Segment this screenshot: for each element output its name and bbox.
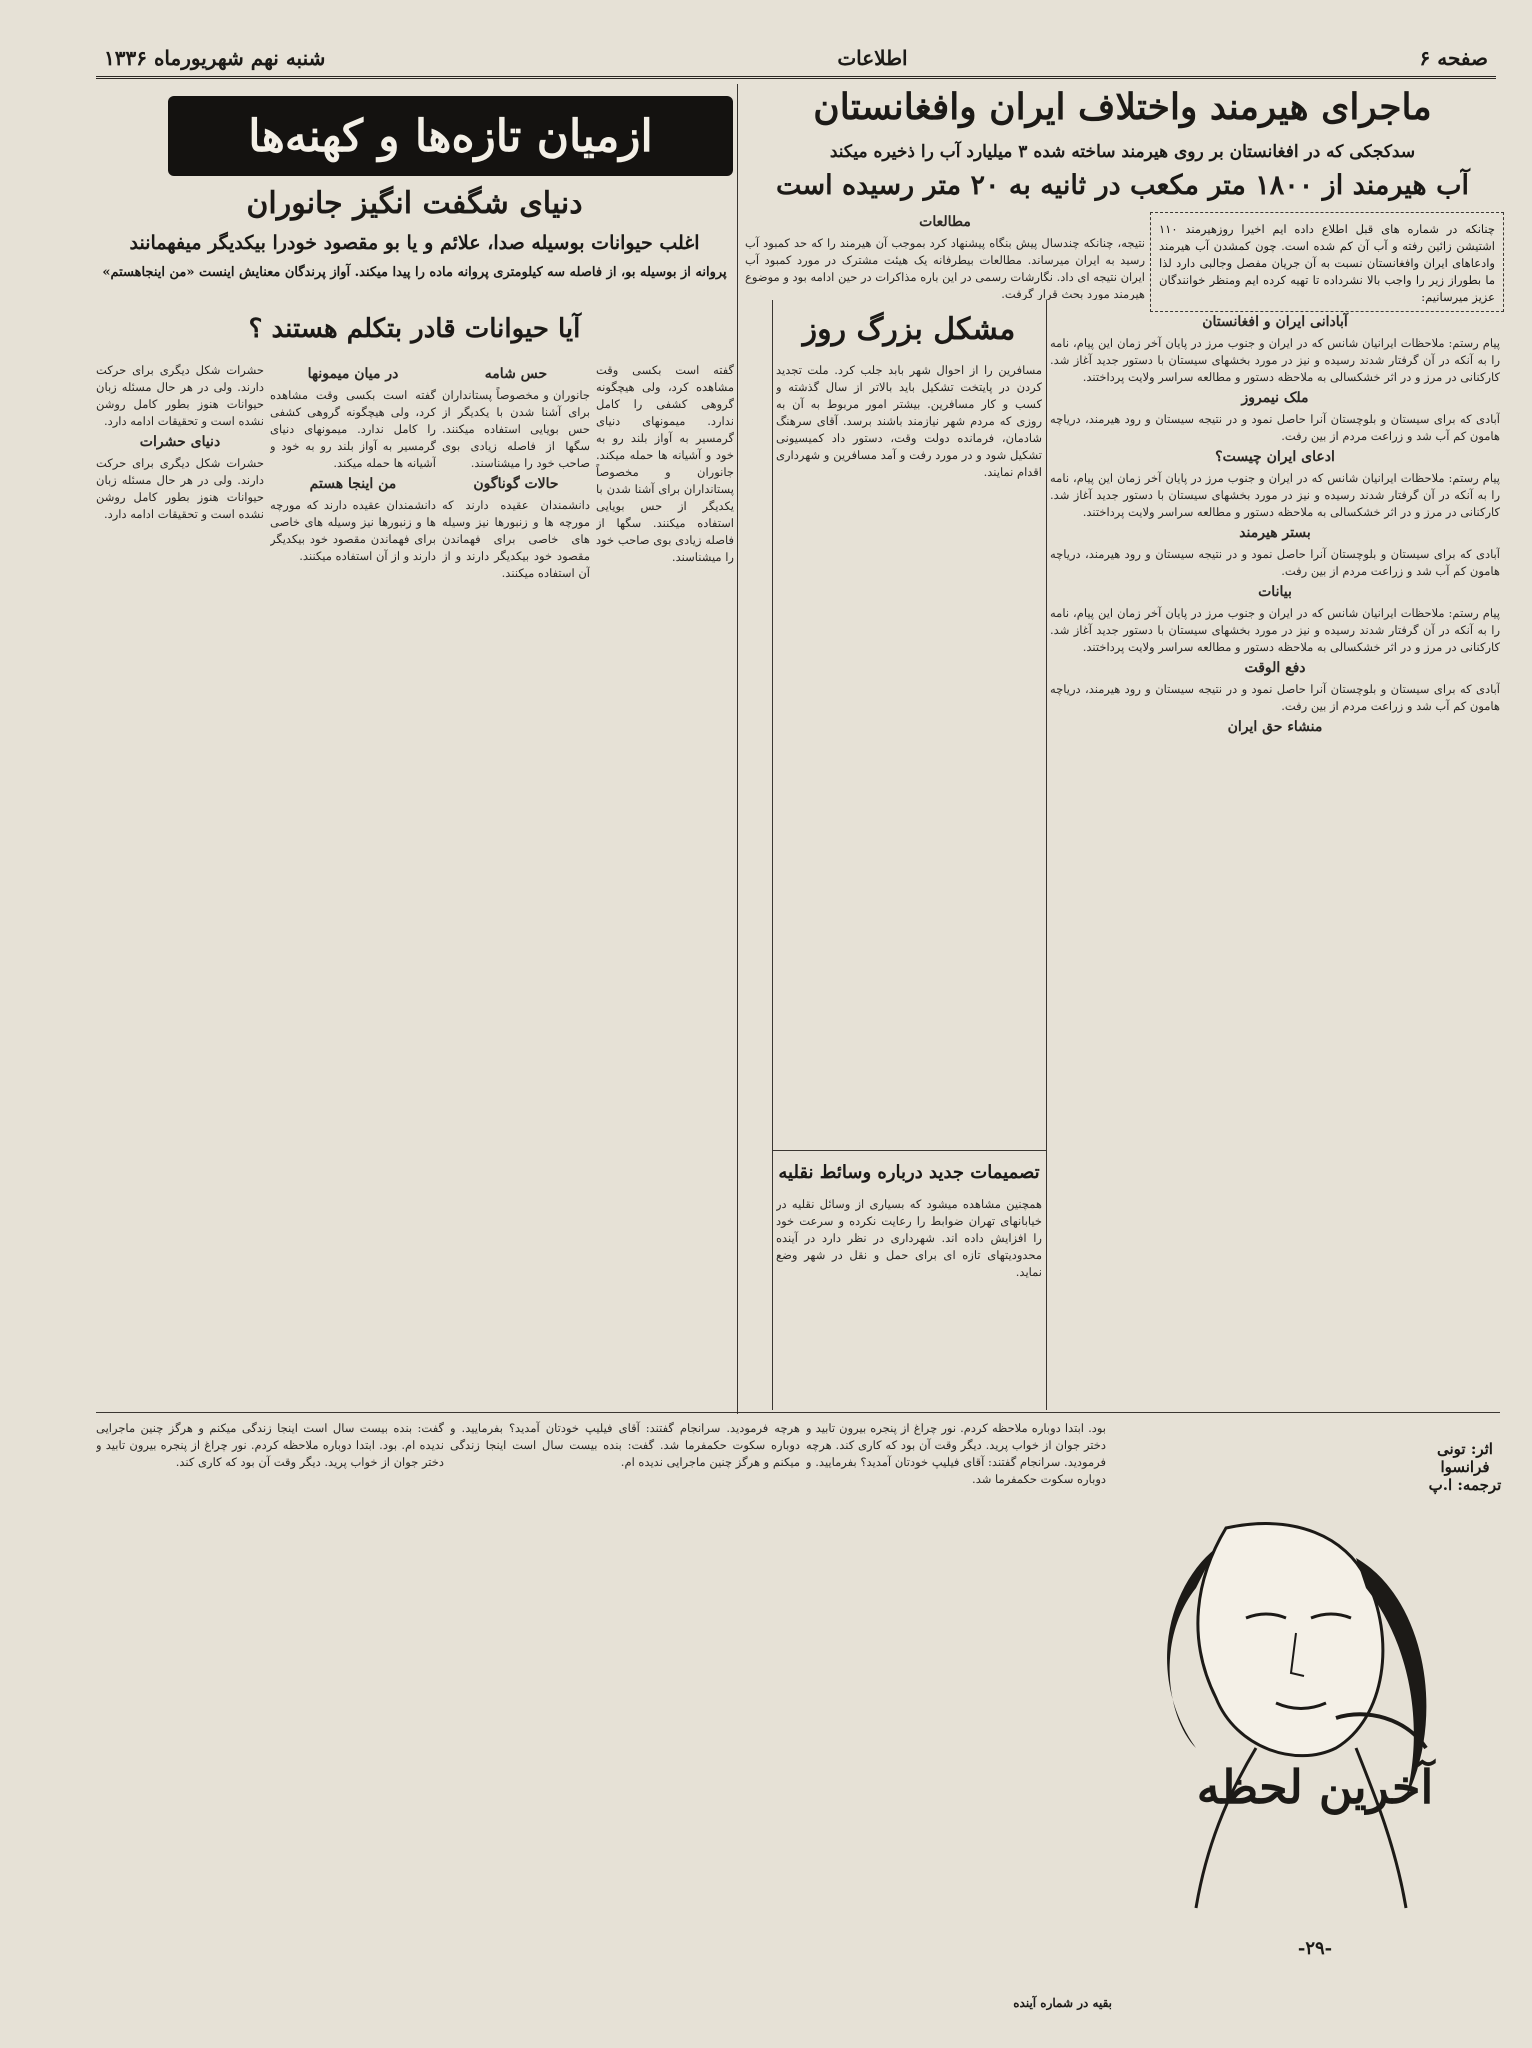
problem-headline: مشکل بزرگ روز xyxy=(802,312,1016,347)
section-head: ملک نیمروز xyxy=(1241,390,1309,406)
problem-story-column xyxy=(776,362,1042,1142)
column-text: گفت: بنده بیست سال است اینجا زندگی میکنم و هرگز چنین ماجرایی ندیده ام. xyxy=(96,1421,444,1452)
main-headline: ماجرای هیرمند واختلاف ایران وافغانستان xyxy=(813,86,1432,128)
animals-column-3 xyxy=(270,362,436,1407)
column-text: بود. ابتدا دوباره ملاحظه کردم. نور چراغ از پنجره بیرون تابید و دختر جوان از خواب پرید. دیگر وقت آن بود که کاری کند. xyxy=(96,1438,444,1469)
serial-column-2 xyxy=(450,1420,800,1990)
problem-story-column-2 xyxy=(745,362,769,1142)
section-head: در میان میمونها xyxy=(307,366,399,382)
column-text: پیام رستم: ملاحظات ایرانیان شانس که در ایران و جنوب مرز در پایان آخر زمان این پیام، نامه را به آنکه در آن گرفتار شدند رسیده و نیز در مورد بخشهای سیستان با دستور جدید آغاز شد. کارکنانی در مرز و در اثر خشکسالی به ملاحظه دستور و مطالعه سراسر ولایت پرداختند. xyxy=(1050,606,1500,654)
column-text: پیام رستم: ملاحظات ایرانیان شانس که در ایران و جنوب مرز در پایان آخر زمان این پیام، نامه را به آنکه در آن گرفتار شدند رسیده و نیز در مورد بخشهای سیستان با دستور جدید آغاز شد. کارکنانی در مرز و در اثر خشکسالی به ملاحظه دستور و مطالعه سراسر ولایت پرداختند. xyxy=(1050,471,1500,519)
serial-column-3 xyxy=(96,1420,444,1990)
section-head: بیانات xyxy=(1258,584,1292,600)
main-subhead-1: سدکجکی که در افغانستان بر روی هیرمند ساخته شده ۳ میلیارد آب را ذخیره میکند xyxy=(829,142,1416,162)
column-text: آبادی که برای سیستان و بلوچستان آنرا حاصل نمود و در نتیجه سیستان و رود هیرمند، دریاچه هامون کم آب شد و زراعت مردم از بین رفت. xyxy=(1050,412,1500,443)
column-text: دانشمندان عقیده دارند که مورچه ها و زنبورها نیز وسیله های خاصی برای فهماندن مقصود خود بیکدیگر دارند و از آن استفاده میکنند. xyxy=(442,498,590,580)
column-text: بود. ابتدا دوباره ملاحظه کردم. نور چراغ از پنجره بیرون تابید و دختر جوان از خواب پرید. دیگر وقت آن بود که کاری کند. xyxy=(806,1421,1106,1452)
column-text: حشرات شکل دیگری برای حرکت دارند. ولی در هر حال مسئله زبان حیوانات هنوز بطور کامل روشن نشده است و تحقیقات ادامه دارد. xyxy=(96,456,264,521)
column-text: گفته است بکسی وقت مشاهده کرد، ولی هیچگونه گروهی کشفی را کامل ندارد. میمونهای دنیای گرمسیر به آواز بلند رو به خود و آشیانه ها حمله میکند. xyxy=(596,363,734,462)
column-text: هرچه فرمودید. سرانجام گفتند: آقای فیلیپ خودتان آمدید؟ بفرمایید. و دوباره سکوت حکمفرما شد. xyxy=(450,1421,800,1452)
section-head: دنیای حشرات xyxy=(139,434,221,450)
column-text: همچنین مشاهده میشود که بسیاری از وسائل نقلیه در خیابانهای تهران ضوابط را رعایت نکرده و سرعت خود را افزایش داده اند. xyxy=(776,1197,1042,1245)
main-subhead-2: آب هیرمند از ۱۸۰۰ متر مکعب در ثانیه به ۲۰ متر رسیده است xyxy=(776,170,1469,201)
section-head: آبادانی ایران و افغانستان xyxy=(1202,314,1348,330)
animals-column-1 xyxy=(596,362,734,1407)
section-head: من اینجا هستم xyxy=(309,476,397,492)
column-rule xyxy=(772,300,773,1410)
column-text: جانوران و مخصوصاً پستانداران برای آشنا شدن با یکدیگر از حس بویایی استفاده میکنند. سگها از فاصله زیادی بوی صاحب خود را میشناسند. xyxy=(442,388,590,470)
column-text: حشرات شکل دیگری برای حرکت دارند. ولی در هر حال مسئله زبان حیوانات هنوز بطور کامل روشن نشده است و تحقیقات ادامه دارد. xyxy=(96,363,264,428)
section-banner: ازمیان تازه‌ها و کهنه‌ها xyxy=(168,96,733,176)
section-head: بستر هیرمند xyxy=(1239,525,1311,541)
section-head: ادعای ایران چیست؟ xyxy=(1215,449,1335,465)
serial-episode: -۲۹- xyxy=(1297,1938,1333,1959)
main-story-references xyxy=(745,210,1145,300)
boxed-note: چنانکه در شماره های قبل اطلاع داده ایم اخیرا روزهیرمند ۱۱۰ اشتیشن زائین رفته و آب آن کم شده است. چون کمشدن آب هیرمند وادعاهای ایران وافغانستان نسبت به آن جریان مفصل وجالبی دارد لذا ما بطوراز زیر را واجب بالا نشرداده تا تهیه کرده ایم ومنظر خوانندگان عزیز میرسانیم: xyxy=(1150,212,1504,312)
animals-subhead-2: پروانه از بوسیله بو، از فاصله سه کیلومتری پروانه ماده را پیدا میکند. آواز پرندگان معنایش اینست «من اینجاهستم» xyxy=(102,265,727,280)
section-rule xyxy=(96,1412,1500,1413)
column-text: گفت: بنده بیست سال است اینجا زندگی میکنم و هرگز چنین ماجرایی ندیده ام. xyxy=(450,1438,800,1469)
column-text: شهرداری در نظر دارد در آینده محدودیتهای تازه ای برای حمل و نقل در شهر وضع نماید. xyxy=(776,1231,1042,1279)
column-text: هرچه فرمودید. سرانجام گفتند: آقای فیلیپ خودتان آمدید؟ بفرمایید. و دوباره سکوت حکمفرما شد. xyxy=(806,1438,1106,1486)
animals-question: آیا حیوانات قادر بتکلم هستند ؟ xyxy=(248,314,581,344)
serial-title: آخرین لحظه xyxy=(1196,1760,1434,1814)
animals-headline: دنیای شگفت انگیز جانوران xyxy=(246,186,583,221)
animals-column-4 xyxy=(96,362,264,1407)
section-head: حس شامه xyxy=(484,366,548,382)
references-text: نتیجه، چنانکه چندسال پیش بنگاه پیشنهاد کرد بموجب آن هیرمند را که حد کمبود آب رسید به ایران میرساند. مطالعات بیطرفانه یک هیئت مشترک در مورد کمبود آب ایران نتیجه ای داد. نگارشات رسمی در این باره مذاکرات در حین ادامه بود و موضوع هیرمند مورد بحث قرار گرفت. xyxy=(745,236,1145,300)
paper-name: اطلاعات xyxy=(837,46,908,70)
column-text: آقای سرهنگ شادمان، فرمانده دولت وقت، دستور داد کمیسیونی تشکیل شود و در مورد رفت و آمد مسافرین و شهرداری اقدام نمایند. xyxy=(776,414,1042,479)
column-rule xyxy=(737,84,738,1414)
transport-rule xyxy=(772,1150,1046,1151)
main-story-column-1 xyxy=(1050,310,1500,1405)
animals-subhead-1: اغلب حیوانات بوسیله صدا، علائم و یا بو مقصود خودرا بیکدیگر میفهمانند xyxy=(129,232,700,254)
animals-column-2 xyxy=(442,362,590,1407)
column-text: گفته است بکسی وقت مشاهده کرد، ولی هیچگونه گروهی کشفی را کامل ندارد. میمونهای دنیای گرمسیر به آواز بلند رو به خود و آشیانه ها حمله میکند. xyxy=(270,388,436,470)
serial-column-1 xyxy=(806,1420,1106,1990)
issue-date: شنبه نهم شهریورماه ۱۳۳۶ xyxy=(104,46,326,70)
section-head: منشاء حق ایران xyxy=(1227,719,1323,735)
column-text: دانشمندان عقیده دارند که مورچه ها و زنبورها نیز وسیله های خاصی برای فهماندن مقصود خود بیکدیگر دارند و از آن استفاده میکنند. xyxy=(270,498,436,563)
transport-story-column xyxy=(776,1196,1042,1404)
footer-notice: بقیه در شماره آینده xyxy=(1013,1996,1112,2010)
column-text: مسافرین را از احوال شهر بابد جلب کرد. ملت تجدید کردن در پایتخت تشکیل باید بالاتر از سال گذشته و کسب و کار مسافرین. بیشتر امور مربوط به آن به روزی که مردم شهر نیازمند باشند برسد. xyxy=(776,363,1042,428)
serial-illustration xyxy=(1106,1418,1502,1930)
references-title: مطالعات xyxy=(919,214,971,230)
column-text: پیام رستم: ملاحظات ایرانیان شانس که در ایران و جنوب مرز در پایان آخر زمان این پیام، نامه را به آنکه در آن گرفتار شدند رسیده و نیز در مورد بخشهای سیستان با دستور جدید آغاز شد. کارکنانی در مرز و در اثر خشکسالی به ملاحظه دستور و مطالعه سراسر ولایت پرداختند. xyxy=(1050,336,1500,384)
column-rule xyxy=(1046,300,1047,1410)
serial-byline: اثر: تونی فرانسوا ترجمه: ا.پ xyxy=(1428,1440,1502,1494)
column-text: جانوران و مخصوصاً پستانداران برای آشنا شدن با یکدیگر از حس بویایی استفاده میکنند. سگها از فاصله زیادی بوی صاحب خود را میشناسند. xyxy=(596,465,734,564)
section-head: دفع الوقت xyxy=(1244,660,1306,676)
column-text: آبادی که برای سیستان و بلوچستان آنرا حاصل نمود و در نتیجه سیستان و رود هیرمند، دریاچه هامون کم آب شد و زراعت مردم از بین رفت. xyxy=(1050,682,1500,713)
transport-headline: تصمیمات جدید درباره وسائط نقلیه xyxy=(778,1162,1040,1183)
column-text: آبادی که برای سیستان و بلوچستان آنرا حاصل نمود و در نتیجه سیستان و رود هیرمند، دریاچه هامون کم آب شد و زراعت مردم از بین رفت. xyxy=(1050,547,1500,578)
section-head: حالات گوناگون xyxy=(473,476,559,492)
masthead xyxy=(96,40,1496,79)
page-label: صفحه ۶ xyxy=(1419,46,1488,70)
